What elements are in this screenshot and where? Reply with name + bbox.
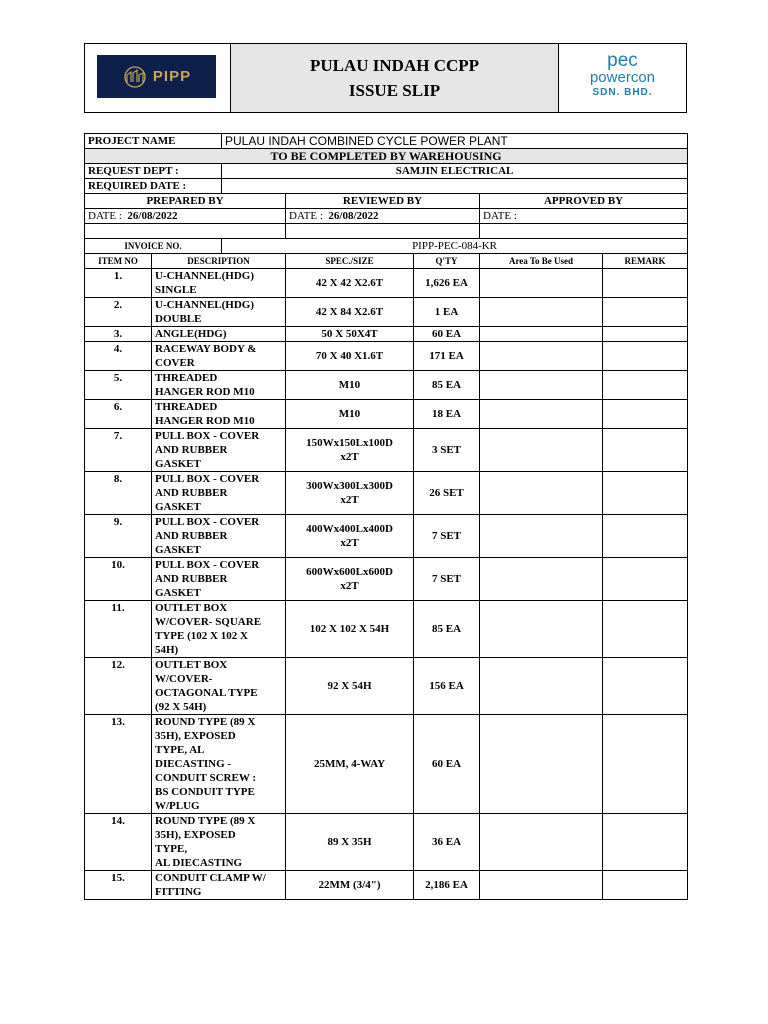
item-area [480,871,603,900]
description-line: THREADED [155,372,218,384]
description-line: TYPE, AL [155,744,205,756]
item-description [152,269,286,298]
description-line: HANGER ROD M10 [155,415,255,427]
prepared-date-value: 26/08/2022 [127,210,178,222]
item-spec [286,601,414,658]
approved-date [480,209,688,224]
item-no: 6. [85,400,152,429]
project-name-label: PROJECT NAME [85,134,222,149]
item-area [480,298,603,327]
item-row [85,342,688,371]
item-row [85,371,688,400]
description-line: OCTAGONAL TYPE [155,687,258,699]
col-area: Area To Be Used [480,254,603,269]
issue-slip-table [84,133,688,900]
required-date-row [85,179,688,194]
contractor-logo-cell [559,44,686,112]
item-remark [603,472,688,515]
spec-line: M10 [338,379,361,391]
request-dept-label: REQUEST DEPT : [85,164,222,179]
description-line: TYPE, [155,843,188,855]
project-name-value: PULAU INDAH COMBINED CYCLE POWER PLANT [222,134,688,149]
reviewed-signature [286,224,480,239]
signature-row [85,224,688,239]
description-line: PULL BOX - COVER [155,559,260,571]
item-description [152,814,286,871]
signoff-dates-row [85,209,688,224]
description-line: AND RUBBER [155,444,228,456]
reviewed-date-label: DATE : [289,210,323,222]
item-qty: 171 EA [414,342,480,371]
item-no: 3. [85,327,152,342]
item-row [85,327,688,342]
item-area [480,515,603,558]
col-item-no: ITEM NO [85,254,152,269]
request-dept-row [85,164,688,179]
item-qty: 85 EA [414,371,480,400]
invoice-value: PIPP-PEC-084-KR [222,239,688,254]
description-line: THREADED [155,401,218,413]
item-description [152,400,286,429]
col-spec-size: SPEC./SIZE [286,254,414,269]
item-remark [603,429,688,472]
item-row [85,515,688,558]
item-no: 5. [85,371,152,400]
client-logo-cell [85,44,231,112]
signoff-labels-row [85,194,688,209]
request-dept-value: SAMJIN ELECTRICAL [222,164,688,179]
item-remark [603,871,688,900]
spec-line: 42 X 84 X2.6T [315,306,384,318]
description-line: 35H), EXPOSED [155,829,236,841]
col-remark: REMARK [603,254,688,269]
item-no: 14. [85,814,152,871]
description-line: W/COVER- SQUARE [155,616,262,628]
item-spec [286,269,414,298]
item-spec [286,715,414,814]
item-area [480,658,603,715]
item-description [152,298,286,327]
approved-date-label: DATE : [483,210,517,222]
item-description [152,515,286,558]
item-no: 11. [85,601,152,658]
item-area [480,472,603,515]
spec-line: M10 [338,408,361,420]
reviewed-by-label: REVIEWED BY [286,194,480,209]
description-line: 35H), EXPOSED [155,730,236,742]
item-spec [286,472,414,515]
item-row [85,871,688,900]
item-no: 4. [85,342,152,371]
item-area [480,400,603,429]
description-line: AL DIECASTING [155,857,243,869]
item-row [85,814,688,871]
item-row [85,601,688,658]
item-remark [603,715,688,814]
approved-by-label: APPROVED BY [480,194,688,209]
item-remark [603,814,688,871]
invoice-row [85,239,688,254]
description-line: AND RUBBER [155,487,228,499]
item-no: 10. [85,558,152,601]
item-spec [286,342,414,371]
item-no: 1. [85,269,152,298]
item-remark [603,558,688,601]
item-description [152,327,286,342]
description-line: FITTING [155,886,202,898]
item-area [480,269,603,298]
description-line: 54H) [155,644,179,656]
item-area [480,429,603,472]
prepared-signature [85,224,286,239]
item-spec [286,371,414,400]
spec-line: x2T [340,537,359,549]
item-description [152,371,286,400]
description-line: AND RUBBER [155,530,228,542]
description-line: W/COVER- [155,673,213,685]
item-description [152,429,286,472]
power-plant-icon [122,66,148,88]
item-qty: 18 EA [414,400,480,429]
description-line: ROUND TYPE (89 X [155,716,256,728]
spec-line: 300Wx300Lx300D [306,480,393,492]
spec-line: 89 X 35H [327,836,372,848]
item-description [152,871,286,900]
spec-line: 22MM (3/4") [318,879,381,891]
item-remark [603,400,688,429]
description-line: U-CHANNEL(HDG) [155,270,254,282]
description-line: CONDUIT CLAMP W/ [155,872,266,884]
item-remark [603,658,688,715]
slip-header [84,43,687,113]
item-area [480,327,603,342]
description-line: GASKET [155,587,201,599]
item-row [85,400,688,429]
description-line: GASKET [155,458,201,470]
description-line: RACEWAY BODY & [155,343,257,355]
invoice-label: INVOICE NO. [85,239,222,254]
description-line: AND RUBBER [155,573,228,585]
description-line: BS CONDUIT TYPE [155,786,255,798]
item-description [152,715,286,814]
item-no: 9. [85,515,152,558]
pec-logo-line3: SDN. BHD. [592,87,653,98]
column-header-row [85,254,688,269]
item-qty: 1,626 EA [414,269,480,298]
description-line: DIECASTING - [155,758,232,770]
pec-logo-line2: powercon [589,69,656,86]
item-remark [603,515,688,558]
item-no: 2. [85,298,152,327]
prepared-by-label: PREPARED BY [85,194,286,209]
item-row [85,658,688,715]
item-description [152,342,286,371]
item-no: 15. [85,871,152,900]
description-line: PULL BOX - COVER [155,473,260,485]
item-qty: 1 EA [414,298,480,327]
project-row [85,134,688,149]
item-area [480,601,603,658]
description-line: U-CHANNEL(HDG) [155,299,254,311]
description-line: DOUBLE [155,313,202,325]
item-qty: 156 EA [414,658,480,715]
item-remark [603,269,688,298]
description-line: (92 X 54H) [155,701,207,713]
item-no: 13. [85,715,152,814]
description-line: PULL BOX - COVER [155,430,260,442]
spec-line: 102 X 102 X 54H [309,623,390,635]
description-line: GASKET [155,544,201,556]
warehousing-banner: TO BE COMPLETED BY WAREHOUSING [85,149,688,164]
item-qty: 2,186 EA [414,871,480,900]
required-date-value [222,179,688,194]
spec-line: x2T [340,494,359,506]
spec-line: 92 X 54H [327,680,372,692]
description-line: ANGLE(HDG) [155,328,227,340]
approved-signature [480,224,688,239]
reviewed-date [286,209,480,224]
doc-title: PULAU INDAH CCPP [309,56,480,75]
item-area [480,558,603,601]
col-qty: Q'TY [414,254,480,269]
doc-subtitle: ISSUE SLIP [348,81,441,100]
pec-logo-line1: pec [607,50,638,71]
item-area [480,814,603,871]
item-row [85,472,688,515]
item-spec [286,327,414,342]
item-row [85,429,688,472]
description-line: GASKET [155,501,201,513]
spec-line: 400Wx400Lx400D [306,523,393,535]
item-spec [286,515,414,558]
item-spec [286,814,414,871]
item-no: 12. [85,658,152,715]
spec-line: 70 X 40 X1.6T [315,350,384,362]
item-row [85,269,688,298]
spec-line: 25MM, 4-WAY [313,758,386,770]
description-line: COVER [155,357,195,369]
prepared-date-label: DATE : [88,210,122,222]
description-line: OUTLET BOX [155,602,228,614]
item-row [85,558,688,601]
item-qty: 26 SET [414,472,480,515]
description-line: PULL BOX - COVER [155,516,260,528]
item-remark [603,342,688,371]
item-description [152,658,286,715]
prepared-date [85,209,286,224]
item-no: 7. [85,429,152,472]
item-spec [286,298,414,327]
item-remark [603,371,688,400]
item-qty: 60 EA [414,715,480,814]
item-area [480,715,603,814]
item-spec [286,658,414,715]
pipp-logo-text: PIPP [152,68,192,85]
item-row [85,298,688,327]
item-spec [286,400,414,429]
item-qty: 36 EA [414,814,480,871]
item-remark [603,601,688,658]
description-line: CONDUIT SCREW : [155,772,257,784]
item-no: 8. [85,472,152,515]
description-line: W/PLUG [155,800,200,812]
item-qty: 60 EA [414,327,480,342]
item-description [152,601,286,658]
pipp-logo [97,55,216,98]
description-line: OUTLET BOX [155,659,228,671]
description-line: HANGER ROD M10 [155,386,255,398]
spec-line: 42 X 42 X2.6T [315,277,384,289]
item-qty: 7 SET [414,515,480,558]
item-area [480,371,603,400]
item-area [480,342,603,371]
title-cell [231,44,559,112]
spec-line: x2T [340,580,359,592]
item-row [85,715,688,814]
item-qty: 85 EA [414,601,480,658]
warehousing-banner-row [85,149,688,164]
description-line: SINGLE [155,284,197,296]
spec-line: 50 X 50X4T [321,328,378,340]
description-line: TYPE (102 X 102 X [155,630,248,642]
item-qty: 3 SET [414,429,480,472]
pec-powercon-logo [559,52,686,100]
item-spec [286,429,414,472]
item-description [152,472,286,515]
col-description: DESCRIPTION [152,254,286,269]
item-spec [286,558,414,601]
spec-line: 600Wx600Lx600D [306,566,393,578]
description-line: ROUND TYPE (89 X [155,815,256,827]
reviewed-date-value: 26/08/2022 [328,210,379,222]
item-spec [286,871,414,900]
item-description [152,558,286,601]
spec-line: 150Wx150Lx100D [306,437,393,449]
item-remark [603,327,688,342]
item-qty: 7 SET [414,558,480,601]
spec-line: x2T [340,451,359,463]
required-date-label: REQUIRED DATE : [85,179,222,194]
item-remark [603,298,688,327]
